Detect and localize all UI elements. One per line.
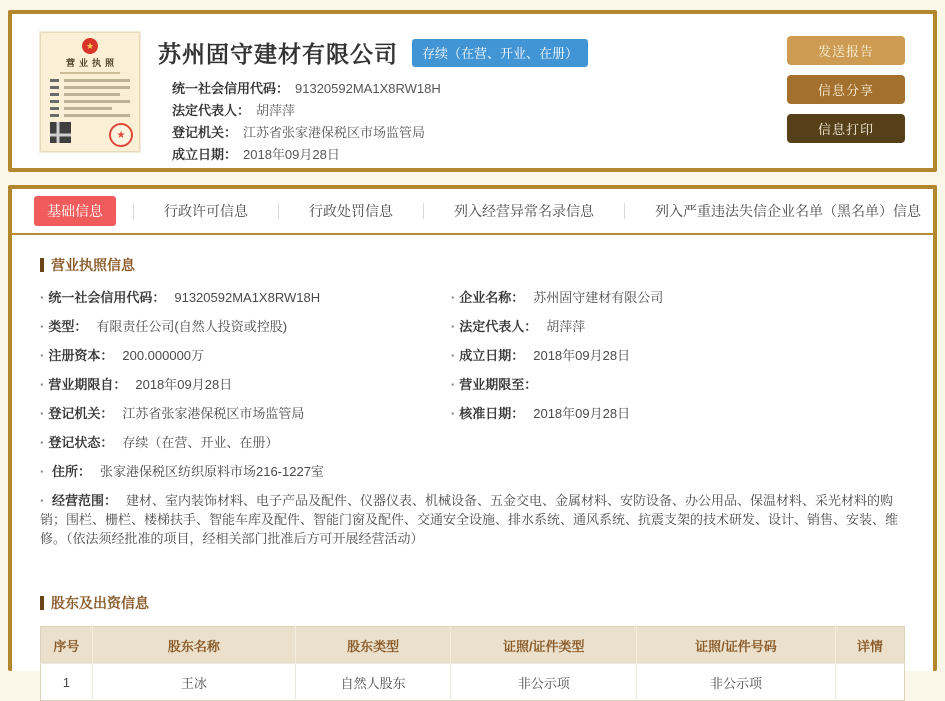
cell-cert-number: 非公示项 (637, 664, 836, 701)
header-field-registry: 登记机关： 江苏省张家港保税区市场监管局 (172, 125, 426, 140)
license-field-grid (40, 283, 905, 457)
field-credit-code: · 统一社会信用代码： 91320592MA1X8RW18H (40, 283, 451, 312)
section-title-shareholders: 股东及出资信息 (40, 593, 905, 613)
business-license-thumbnail[interactable] (40, 32, 140, 152)
qr-code-icon (50, 122, 71, 143)
print-info-button[interactable]: 信息打印 (787, 114, 905, 143)
field-legal-rep: · 法定代表人： 胡萍萍 (451, 312, 905, 341)
tab-divider (278, 203, 279, 219)
tab-basic-info[interactable]: 基础信息 (34, 196, 116, 226)
field-registration-status: · 登记状态： 存续（在营、开业、在册） (40, 428, 451, 457)
basic-info-content (12, 235, 933, 701)
cell-cert-type: 非公示项 (451, 664, 637, 701)
license-divider (60, 72, 121, 74)
red-seal-icon: ★ (109, 123, 133, 147)
field-term-from: · 营业期限自： 2018年09月28日 (40, 370, 451, 399)
cell-detail (835, 664, 904, 701)
section-title-bar (40, 258, 44, 272)
field-term-to: · 营业期限至： (451, 370, 905, 399)
header-field-credit-code: 统一社会信用代码： 91320592MA1X8RW18H (172, 81, 441, 96)
tab-bar (12, 189, 933, 235)
col-header-cert-type: 证照/证件类型 (451, 627, 637, 664)
share-info-button[interactable]: 信息分享 (787, 75, 905, 104)
status-badge: 存续（在营、开业、在册） (412, 39, 588, 67)
col-header-shareholder-name: 股东名称 (92, 627, 295, 664)
license-text-lines (41, 79, 139, 117)
detail-panel (8, 185, 937, 691)
col-header-index: 序号 (41, 627, 93, 664)
cell-shareholder-name: 王冰 (92, 664, 295, 701)
header-field-established: 成立日期： 2018年09月28日 (172, 147, 340, 162)
field-address: · 住所： 张家港保税区纺织原料市场216-1227室 (40, 457, 905, 486)
col-header-detail: 详情 (835, 627, 904, 664)
company-header-panel (8, 10, 937, 172)
tab-admin-penalty-info[interactable]: 行政处罚信息 (309, 203, 393, 219)
table-header-row (41, 627, 905, 664)
col-header-shareholder-type: 股东类型 (295, 627, 451, 664)
field-company-name: · 企业名称： 苏州固守建材有限公司 (451, 283, 905, 312)
col-header-cert-number: 证照/证件号码 (637, 627, 836, 664)
company-summary (158, 32, 787, 168)
license-title: 营业执照 (65, 58, 118, 68)
field-registry-authority: · 登记机关： 江苏省张家港保税区市场监管局 (40, 399, 451, 428)
field-registered-capital: · 注册资本： 200.000000万 (40, 341, 451, 370)
cell-shareholder-type: 自然人股东 (295, 664, 451, 701)
tab-divider (133, 203, 134, 219)
company-name: 苏州固守建材有限公司 (158, 41, 398, 67)
national-emblem-icon: ★ (82, 38, 98, 54)
cell-index: 1 (41, 664, 93, 701)
shareholder-section (40, 593, 905, 701)
field-established-date: · 成立日期： 2018年09月28日 (451, 341, 905, 370)
table-row (41, 664, 905, 701)
tab-blacklist-info[interactable]: 列入严重违法失信企业名单（黑名单）信息 (655, 203, 921, 219)
tab-admin-license-info[interactable]: 行政许可信息 (164, 203, 248, 219)
tab-divider (624, 203, 625, 219)
field-business-scope: · 经营范围： 建材、室内装饰材料、电子产品及配件、仪器仪表、机械设备、五金交电、金属材料、安防设备、办公用品、保温材料、采光材料的购销；围栏、栅栏、楼梯扶手、智能车库及配件、智能门窗及配件、交通安全设施、排水系统、通风系统、抗震支架的技术研发、设计、销售、安装、维修。（依法须经批准的项目，经相关部门批准后方可开展经营活动） (40, 486, 905, 553)
field-company-type: · 类型： 有限责任公司(自然人投资或控股) (40, 312, 451, 341)
field-approval-date: · 核准日期： 2018年09月28日 (451, 399, 905, 428)
header-field-legal-rep: 法定代表人： 胡萍萍 (172, 103, 296, 118)
tab-abnormal-operation-list[interactable]: 列入经营异常名录信息 (454, 203, 594, 219)
shareholder-table (40, 626, 905, 701)
header-actions (787, 36, 905, 168)
tab-divider (423, 203, 424, 219)
send-report-button[interactable]: 发送报告 (787, 36, 905, 65)
section-title-bar (40, 596, 44, 610)
section-title-business-license: 营业执照信息 (40, 255, 905, 275)
